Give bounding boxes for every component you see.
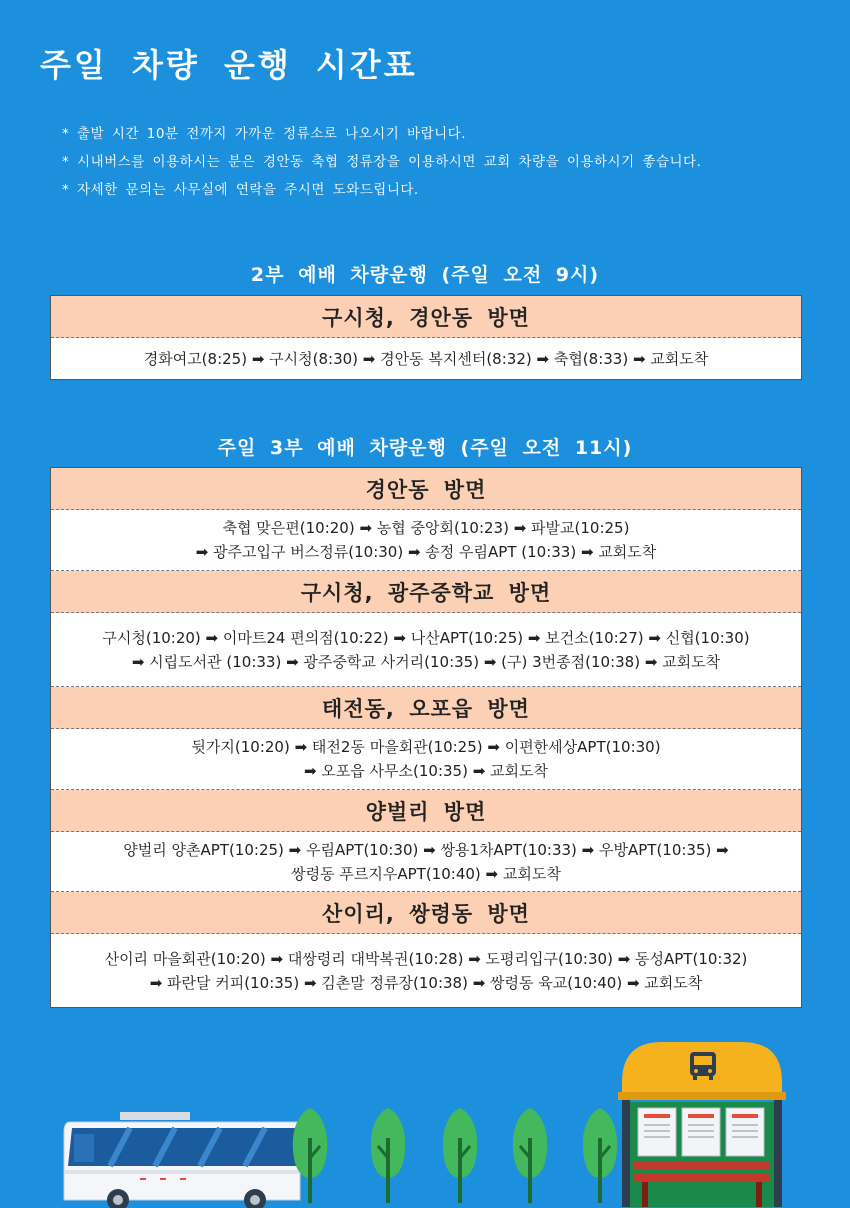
notice-item: * 출발 시간 10분 전까지 가까운 정류소로 나오시기 바랍니다. [62, 126, 466, 142]
route-stops [51, 510, 801, 571]
section-title-2nd-service: 2부 예배 차량운행 (주일 오전 9시) [250, 264, 600, 286]
route-heading: 구시청, 광주중학교 방면 [51, 571, 801, 613]
route-line: 구시청(10:20) ➡ 이마트24 편의점(10:22) ➡ 나산APT(10:25) ➡ 보건소(10:27) ➡ 신협(10:30) [102, 628, 750, 647]
route-stops [51, 729, 801, 790]
route-line: ➡ 오포읍 사무소(10:35) ➡ 교회도착 [303, 762, 549, 780]
route-stops [51, 338, 801, 379]
route-heading: 경안동 방면 [51, 468, 801, 510]
route-line: ➡ 광주고입구 버스정류(10:30) ➡ 송정 우림APT (10:33) ➡ 교회도착 [195, 543, 657, 561]
tree-illustration [368, 1108, 408, 1203]
route-table-2nd-service [50, 295, 802, 380]
route-heading: 구시청, 경안동 방면 [51, 296, 801, 338]
route-heading: 산이리, 쌍령동 방면 [51, 892, 801, 934]
route-line: ➡ 시립도서관 (10:33) ➡ 광주중학교 사거리(10:35) ➡ (구) 3번종점(10:38) ➡ 교회도착 [131, 652, 721, 671]
route-line: 뒷가지(10:20) ➡ 태전2동 마을회관(10:25) ➡ 이편한세상APT(10:30) [191, 738, 661, 756]
route-line: 경화여고(8:25) ➡ 구시청(8:30) ➡ 경안동 복지센터(8:32) ➡ 축협(8:33) ➡ 교회도착 [143, 349, 709, 368]
route-heading: 태전동, 오포읍 방면 [51, 687, 801, 729]
route-stops [51, 613, 801, 687]
notice-item: * 자세한 문의는 사무실에 연락을 주시면 도와드립니다. [62, 182, 419, 198]
bus-icon [690, 1052, 716, 1080]
route-line: 축협 맞은편(10:20) ➡ 농협 중앙회(10:23) ➡ 파발교(10:25) [222, 519, 630, 537]
bus-stop-illustration [612, 1042, 792, 1207]
route-line: ➡ 파란달 커피(10:35) ➡ 김촌말 정류장(10:38) ➡ 쌍령동 육교(10:40) ➡ 교회도착 [149, 973, 703, 992]
page-title: 주일 차량 운행 시간표 [40, 46, 418, 84]
route-line: 산이리 마을회관(10:20) ➡ 대쌍령리 대박복권(10:28) ➡ 도평리입구(10:30) ➡ 동성APT(10:32) [104, 949, 748, 968]
route-line: 쌍령동 푸르지우APT(10:40) ➡ 교회도착 [291, 864, 561, 883]
tree-illustration [290, 1108, 330, 1203]
notice-item: * 시내버스를 이용하시는 분은 경안동 축협 정류장을 이용하시면 교회 차량을 이용하시기 좋습니다. [62, 154, 702, 170]
route-heading: 양벌리 방면 [51, 790, 801, 832]
tree-illustration [440, 1108, 480, 1203]
notice-list [62, 120, 701, 204]
section-title-3rd-service: 주일 3부 예배 차량운행 (주일 오전 11시) [217, 437, 633, 459]
route-stops [51, 934, 801, 1007]
tree-illustration [510, 1108, 550, 1203]
route-stops [51, 832, 801, 892]
route-line: 양벌리 양촌APT(10:25) ➡ 우림APT(10:30) ➡ 쌍용1차APT(10:33) ➡ 우방APT(10:35) ➡ [123, 840, 729, 859]
bus-illustration [60, 1108, 305, 1208]
route-table-3rd-service [50, 467, 802, 1008]
